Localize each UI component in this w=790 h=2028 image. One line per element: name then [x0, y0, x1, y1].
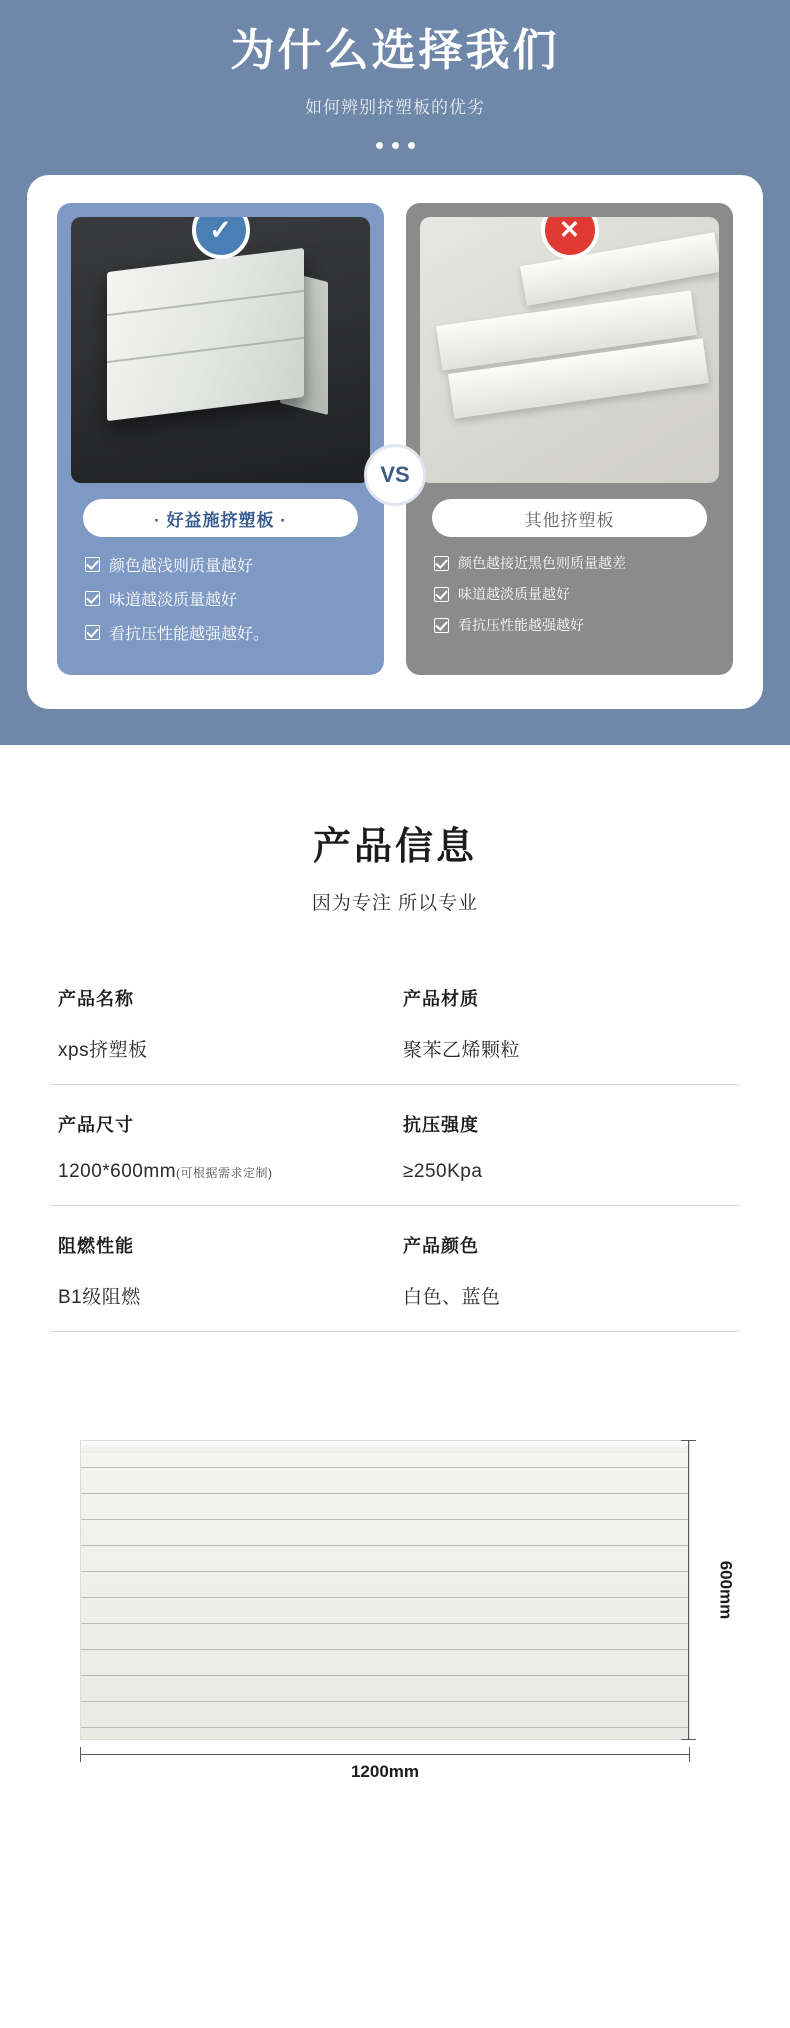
table-row: [50, 985, 740, 1085]
spec-key: 产品名称: [58, 989, 134, 1010]
spec-value: [403, 1282, 740, 1309]
dimension-line: [80, 1754, 690, 1755]
table-row: [50, 1111, 740, 1206]
spec-value-text: B1级阻燃: [58, 1287, 141, 1309]
spec-value-text: ≥250Kpa: [403, 1161, 483, 1183]
section-title: 产品信息: [312, 826, 477, 869]
other-product-photo: [420, 217, 719, 483]
spec-value: [58, 1161, 395, 1183]
page-title: 为什么选择我们: [230, 26, 560, 75]
list-item: [434, 615, 719, 635]
why-choose-us-section: [0, 0, 790, 745]
spec-value-text: 聚苯乙烯颗粒: [403, 1040, 521, 1062]
table-row: [50, 1232, 740, 1332]
spec-key: 抗压强度: [403, 1115, 479, 1136]
board-groove: [81, 1649, 689, 1650]
dot-icon: [376, 142, 383, 149]
board-groove: [81, 1545, 689, 1546]
checkbox-icon: [434, 618, 449, 633]
dot-separator: [0, 142, 790, 149]
checkbox-icon: [85, 625, 100, 640]
spec-value-text: xps挤塑板: [58, 1040, 148, 1062]
dimension-diagram-section: [0, 1398, 790, 1826]
spec-cell: [50, 1111, 395, 1183]
height-dimension: [678, 1440, 736, 1740]
spec-value-note: (可根据需求定制): [176, 1166, 273, 1181]
board-groove: [81, 1519, 689, 1520]
spec-cell: [50, 1232, 395, 1309]
good-bullet-list: [71, 553, 370, 644]
width-dimension: [80, 1740, 690, 1786]
list-item-label: 看抗压性能越强越好: [458, 617, 584, 634]
other-bullet-list: [420, 553, 719, 635]
dimension-cap: [80, 1747, 81, 1762]
list-item-label: 味道越淡质量越好: [458, 586, 570, 603]
board-groove: [81, 1623, 689, 1624]
spec-cell: [395, 985, 740, 1062]
checkbox-icon: [85, 557, 100, 572]
spec-key: 阻燃性能: [58, 1236, 134, 1257]
board-groove: [81, 1727, 689, 1728]
dimension-cap: [689, 1747, 690, 1762]
checkbox-icon: [434, 556, 449, 571]
spec-value-text: 1200*600mm: [58, 1161, 177, 1183]
dimension-line: [688, 1440, 689, 1740]
comparison-card: [27, 175, 763, 709]
list-item: [85, 621, 370, 644]
spec-key: 产品材质: [403, 989, 479, 1010]
spec-value: [58, 1282, 395, 1309]
width-dimension-label: 1200mm: [350, 1762, 420, 1782]
board-edge: [81, 1441, 689, 1453]
close-icon: ✕: [541, 217, 599, 259]
checkbox-icon: [434, 587, 449, 602]
dot-icon: [408, 142, 415, 149]
page-subtitle: 如何辨别挤塑板的优劣: [305, 98, 485, 118]
foam-block-shape: [107, 248, 304, 421]
board-groove: [81, 1675, 689, 1676]
board-groove: [81, 1467, 689, 1468]
board-groove: [81, 1571, 689, 1572]
spec-value: [403, 1035, 740, 1062]
spec-key: 产品颜色: [403, 1236, 479, 1257]
checkbox-icon: [85, 591, 100, 606]
product-info-section: [0, 745, 790, 1398]
spec-value: [403, 1161, 740, 1183]
dot-icon: [392, 142, 399, 149]
spec-value: [58, 1035, 395, 1062]
list-item-label: 颜色越浅则质量越好: [109, 558, 254, 576]
height-dimension-label: 600mm: [716, 1560, 736, 1620]
spec-value-text: 白色、蓝色: [403, 1287, 501, 1309]
dimension-diagram: [50, 1440, 740, 1786]
comparison-panel-other: [406, 203, 733, 675]
spec-cell: [395, 1232, 740, 1309]
list-item: [85, 587, 370, 610]
board-image: [80, 1440, 690, 1740]
good-brand-label: · 好益施挤塑板 ·: [83, 499, 358, 537]
board-groove: [81, 1701, 689, 1702]
spec-cell: [395, 1111, 740, 1183]
board-groove: [81, 1493, 689, 1494]
board-groove: [81, 1597, 689, 1598]
list-item: [85, 553, 370, 576]
comparison-panel-good: [57, 203, 384, 675]
good-product-photo: [71, 217, 370, 483]
list-item-label: 颜色越接近黑色则质量越差: [458, 555, 626, 572]
section-subtitle: 因为专注 所以专业: [311, 893, 479, 915]
dimension-cap: [681, 1440, 696, 1441]
spec-cell: [50, 985, 395, 1062]
list-item: [434, 584, 719, 604]
vs-badge: VS: [364, 444, 426, 506]
list-item: [434, 553, 719, 573]
other-brand-label: 其他挤塑板: [432, 499, 707, 537]
check-icon: ✓: [192, 217, 250, 259]
spec-key: 产品尺寸: [58, 1115, 134, 1136]
list-item-label: 味道越淡质量越好: [109, 592, 238, 610]
list-item-label: 看抗压性能越强越好。: [109, 626, 270, 644]
spec-table: [50, 985, 740, 1332]
